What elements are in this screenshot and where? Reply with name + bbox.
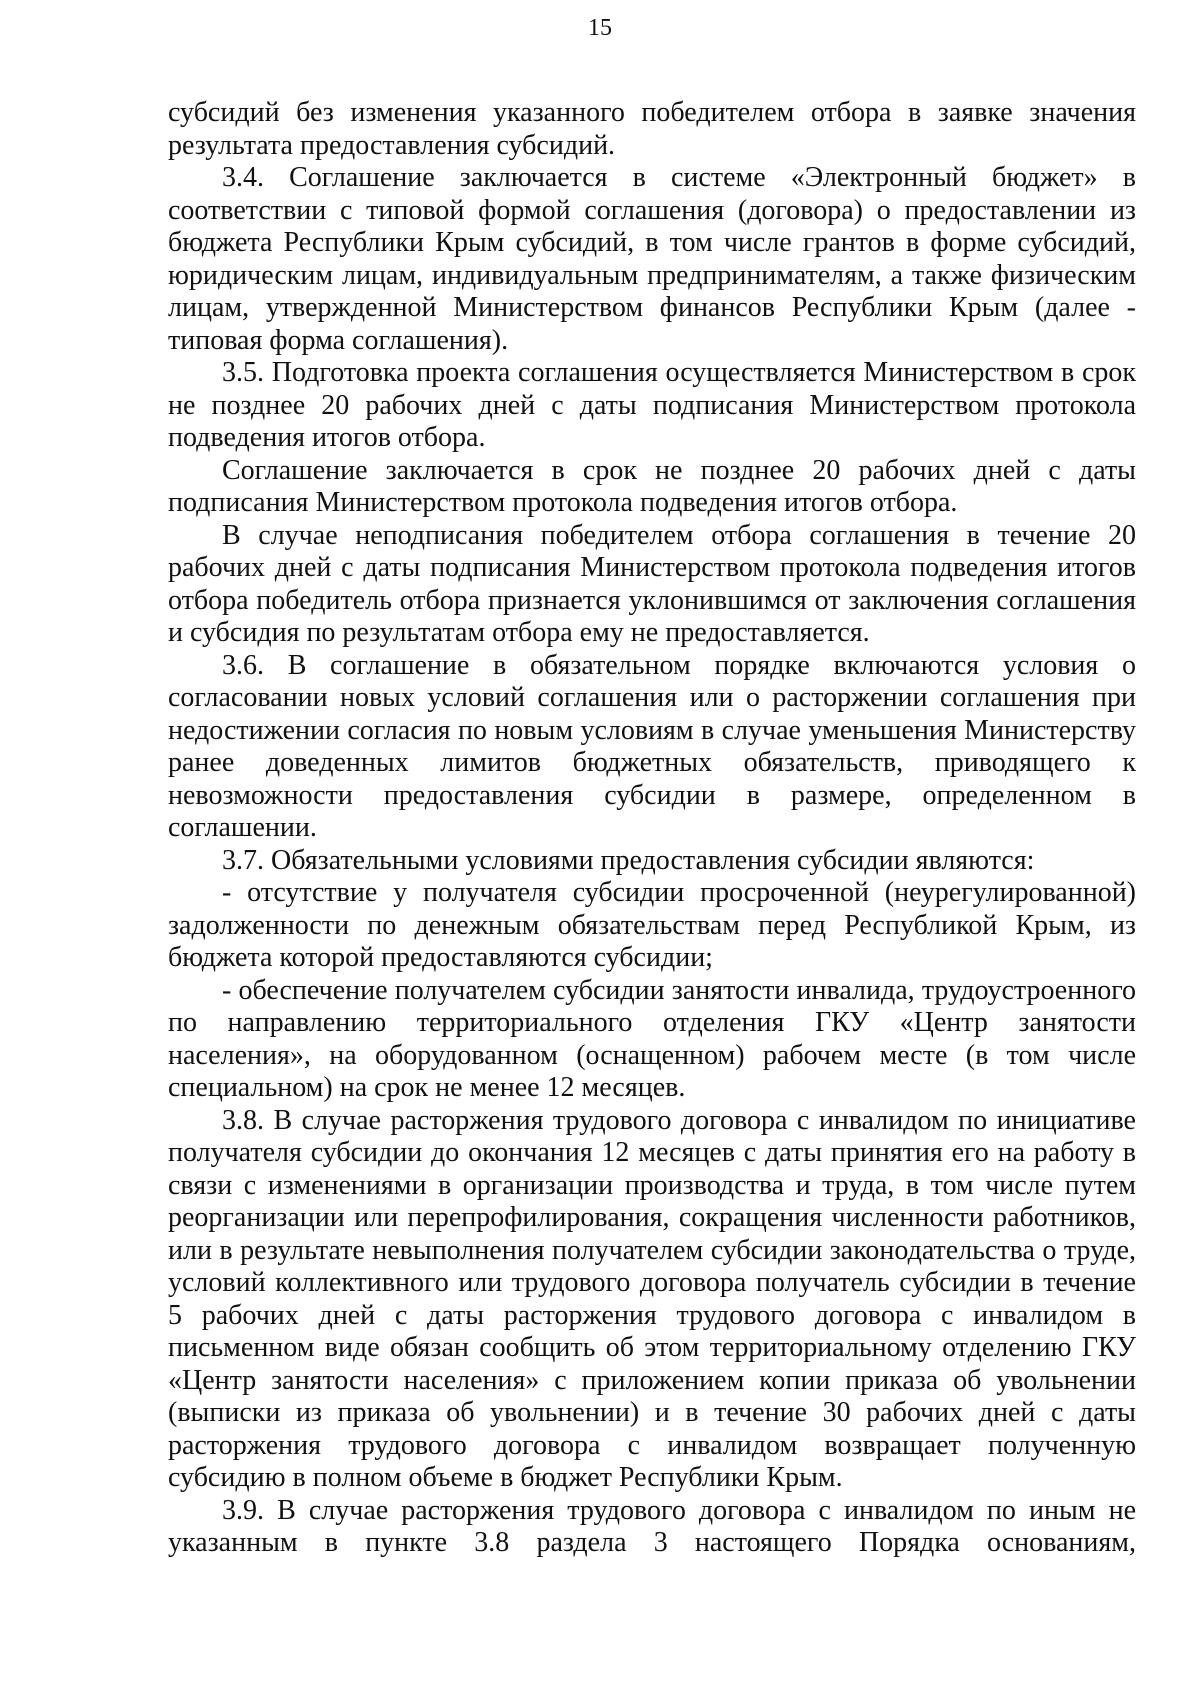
- page-number: 15: [588, 15, 612, 41]
- list-item-no-debt: - отсутствие у получателя субсидии просроченной (неурегулированной) задолженности по денежным обязательствам перед Республикой Крым, из бюджета которой предоставляются субсидии;: [168, 877, 1136, 973]
- paragraph-agreement-term: Соглашение заключается в срок не позднее 20 рабочих дней с даты подписания Министерством протокола подведения итогов отбора.: [168, 454, 1136, 518]
- paragraph-3-5: 3.5. Подготовка проекта соглашения осуществляется Министерством в срок не позднее 20 рабочих дней с даты подписания Министерством протокола подведения итогов отбора.: [168, 357, 1136, 453]
- paragraph-non-signing: В случае неподписания победителем отбора соглашения в течение 20 рабочих дней с даты подписания Министерством протокола подведения итогов отбора победитель отбора признается уклонившимся от заключения соглашения и субсидия по результатам отбора ему не предоставляется.: [168, 519, 1136, 648]
- paragraph-3-4: 3.4. Соглашение заключается в системе «Электронный бюджет» в соответствии с типовой формой соглашения (договора) о предоставлении из бюджета Республики Крым субсидий, в том числе грантов в форме субсидий, юридическим лицам, индивидуальным предпринимателям, а также физическим лицам, утвержденной Министерством финансов Республики Крым (далее - типовая форма соглашения).: [168, 162, 1136, 356]
- paragraph-3-9: 3.9. В случае расторжения трудового договора с инвалидом по иным не указанным в пункте 3.8 раздела 3 настоящего Порядка основаниям,: [168, 1494, 1136, 1558]
- paragraph-continuation: субсидий без изменения указанного победителем отбора в заявке значения результата предоставления субсидий.: [168, 97, 1136, 161]
- list-item-employment: - обеспечение получателем субсидии занятости инвалида, трудоустроенного по направлению территориального отделения ГКУ «Центр занятости населения», на оборудованном (оснащенном) рабочем месте (в том числе специальном) на срок не менее 12 месяцев.: [168, 974, 1136, 1103]
- document-body: [168, 97, 1136, 1560]
- paragraph-3-6: 3.6. В соглашение в обязательном порядке включаются условия о согласовании новых условий соглашения или о расторжении соглашения при недостижении согласия по новым условиям в случае уменьшения Министерству ранее доведенных лимитов бюджетных обязательств, приводящего к невозможности предоставления субсидии в размере, определенном в соглашении.: [168, 649, 1136, 843]
- paragraph-3-8: 3.8. В случае расторжения трудового договора с инвалидом по инициативе получателя субсидии до окончания 12 месяцев с даты принятия его на работу в связи с изменениями в организации производства и труда, в том числе путем реорганизации или перепрофилирования, сокращения численности работников, или в результате невыполнения получателем субсидии законодательства о труде, условий коллективного или трудового договора получатель субсидии в течение 5 рабочих дней с даты расторжения трудового договора с инвалидом в письменном виде обязан сообщить об этом территориальному отделению ГКУ «Центр занятости населения» с приложением копии приказа об увольнении (выписки из приказа об увольнении) и в течение 30 рабочих дней с даты расторжения трудового договора с инвалидом возвращает полученную субсидию в полном объеме в бюджет Республики Крым.: [168, 1104, 1136, 1493]
- paragraph-3-7: 3.7. Обязательными условиями предоставления субсидии являются:: [222, 844, 1035, 876]
